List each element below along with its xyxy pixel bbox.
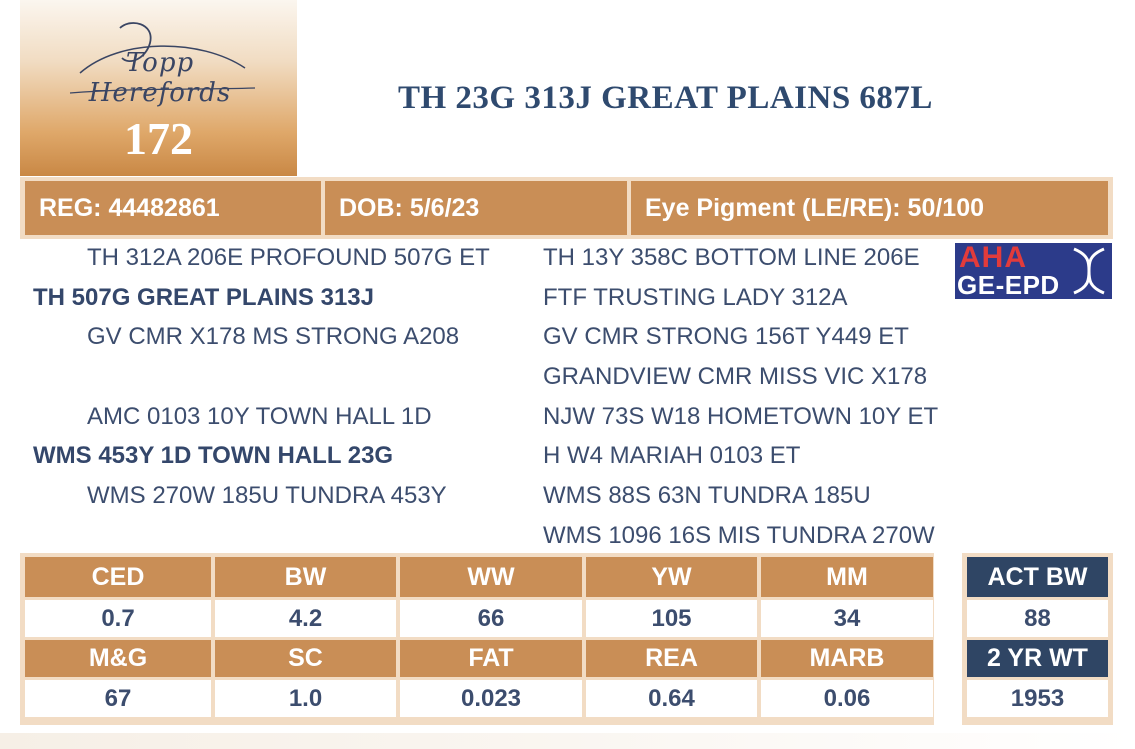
pedigree-right-line: TH 13Y 358C BOTTOM LINE 206E (543, 244, 920, 271)
epd-header-marb: MARB (761, 640, 933, 677)
pedigree-right-line: WMS 1096 16S MIS TUNDRA 270W (543, 522, 935, 549)
epd-header-ced: CED (25, 557, 211, 597)
dna-helix-icon (1068, 247, 1110, 295)
epd-value-ww: 66 (400, 600, 582, 637)
pedigree-right-line: WMS 88S 63N TUNDRA 185U (543, 482, 871, 509)
epd-header-rea: REA (586, 640, 757, 677)
actual-birth-weight-label: ACT BW (967, 557, 1108, 597)
pedigree-sire-sire: TH 312A 206E PROFOUND 507G ET (87, 244, 490, 271)
registration-number: REG: 44482861 (25, 181, 321, 235)
logo-script-text: Topp Herefords (88, 48, 232, 108)
epd-value-mg: 67 (25, 680, 211, 717)
epd-value-bw: 4.2 (215, 600, 396, 637)
epd-header-yw: YW (586, 557, 757, 597)
pedigree-dam-sire: AMC 0103 10Y TOWN HALL 1D (87, 403, 432, 430)
eye-pigment: Eye Pigment (LE/RE): 50/100 (631, 181, 1108, 235)
epd-header-ww: WW (400, 557, 582, 597)
epd-value-sc: 1.0 (215, 680, 396, 717)
registration-info-bar (20, 177, 1113, 239)
two-year-weight-label: 2 YR WT (967, 640, 1108, 677)
epd-value-yw: 105 (586, 600, 757, 637)
lot-number: 172 (124, 113, 193, 164)
epd-table (20, 553, 934, 725)
pedigree-dam-dam: WMS 270W 185U TUNDRA 453Y (87, 482, 447, 509)
epd-header-bw: BW (215, 557, 396, 597)
epd-value-rea: 0.64 (586, 680, 757, 717)
pedigree-right-line: GRANDVIEW CMR MISS VIC X178 (543, 363, 928, 390)
logo-block (20, 0, 297, 176)
animal-name-title: TH 23G 313J GREAT PLAINS 687L (398, 80, 933, 116)
weights-table (962, 553, 1113, 725)
epd-value-marb: 0.06 (761, 680, 933, 717)
bottom-fade-band (0, 733, 1135, 749)
epd-value-ced: 0.7 (25, 600, 211, 637)
pedigree-dam: WMS 453Y 1D TOWN HALL 23G (33, 442, 394, 469)
epd-header-mm: MM (761, 557, 933, 597)
aha-badge-top-text: AHA (959, 243, 1027, 274)
topp-herefords-logo (60, 18, 260, 108)
aha-ge-epd-badge (955, 243, 1112, 299)
aha-badge-bottom-text: GE-EPD (957, 270, 1060, 299)
pedigree-right-line: GV CMR STRONG 156T Y449 ET (543, 323, 909, 350)
epd-value-mm: 34 (761, 600, 933, 637)
pedigree-right-line: NJW 73S W18 HOMETOWN 10Y ET (543, 403, 939, 430)
pedigree-sire: TH 507G GREAT PLAINS 313J (33, 284, 374, 311)
pedigree-right-line: FTF TRUSTING LADY 312A (543, 284, 848, 311)
pedigree-sire-dam: GV CMR X178 MS STRONG A208 (87, 323, 460, 350)
actual-birth-weight-value: 88 (967, 600, 1108, 637)
date-of-birth: DOB: 5/6/23 (325, 181, 627, 235)
epd-value-fat: 0.023 (400, 680, 582, 717)
pedigree-right-line: H W4 MARIAH 0103 ET (543, 442, 801, 469)
epd-header-sc: SC (215, 640, 396, 677)
two-year-weight-value: 1953 (967, 680, 1108, 717)
epd-header-fat: FAT (400, 640, 582, 677)
epd-header-mg: M&G (25, 640, 211, 677)
